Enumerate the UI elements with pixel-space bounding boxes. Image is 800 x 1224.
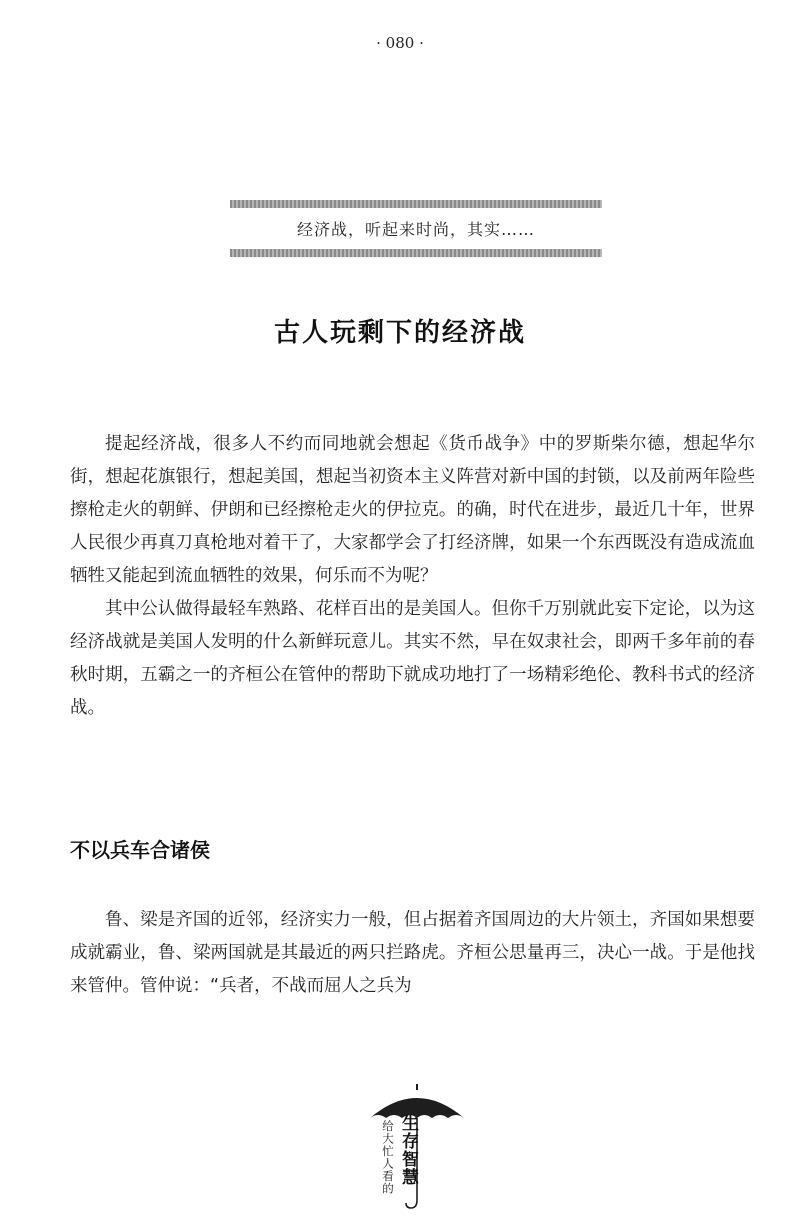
intro-text <box>70 428 755 725</box>
banner-text: 经济战，听起来时尚，其实…… <box>296 220 535 239</box>
chapter-banner <box>230 200 602 257</box>
page-number: · 080 · <box>376 34 424 52</box>
paragraph: 其中公认做得最轻车熟路、花样百出的是美国人。但你千万别就此妄下定论，以为这经济战就是美国人发明的什么新鲜玩意儿。其实不然，早在奴隶社会，即两千多年前的春秋时期，五霸之一的齐桓公在管仲的帮助下就成功地打了一场精彩绝伦、教科书式的经济战。 <box>70 599 755 718</box>
chapter-title: 古人玩剩下的经济战 <box>273 318 526 348</box>
banner-bottom-rule <box>230 249 602 257</box>
section-text <box>70 904 755 1003</box>
logo-big-text: 生存智慧 <box>398 1114 418 1186</box>
banner-top-rule <box>230 200 602 208</box>
logo-small-text: 给大忙人看的 <box>381 1120 395 1195</box>
section-heading: 不以兵车合诸侯 <box>70 838 210 862</box>
paragraph: 鲁、梁是齐国的近邻，经济实力一般，但占据着齐国周边的大片领土，齐国如果想要成就霸业，鲁、梁两国就是其最近的两只拦路虎。齐桓公思量再三，决心一战。于是他找来管仲。管仲说：“兵者，不战而屈人之兵为 <box>70 910 755 996</box>
paragraph: 提起经济战，很多人不约而同地就会想起《货币战争》中的罗斯柴尔德，想起华尔街，想起花旗银行，想起美国，想起当初资本主义阵营对新中国的封锁，以及前两年险些擦枪走火的朝鲜、伊朗和已经擦枪走火的伊拉克。的确，时代在进步，最近几十年，世界人民很少再真刀真枪地对着干了，大家都学会了打经济牌，如果一个东西既没有造成流血牺牲又能起到流血牺牲的效果，何乐而不为呢？ <box>70 434 755 586</box>
